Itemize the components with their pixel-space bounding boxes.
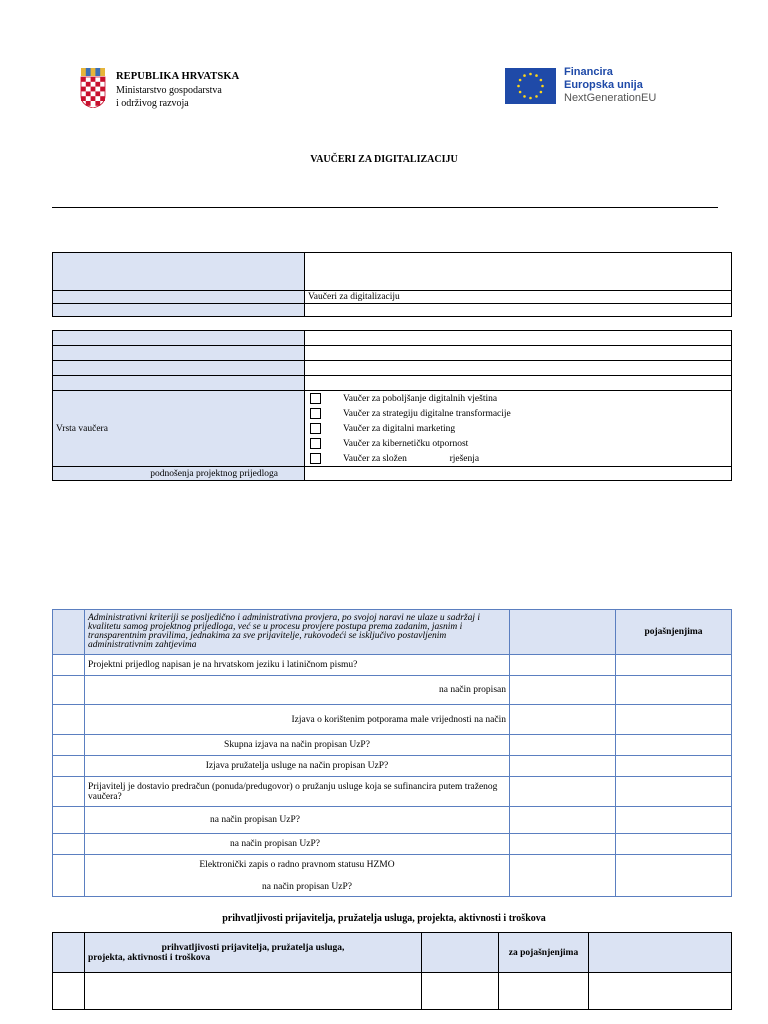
answer-cell[interactable]	[510, 855, 616, 897]
clarification-header: za pojašnjenjima	[499, 933, 589, 973]
croatian-coat-of-arms-icon	[79, 68, 107, 108]
answer-cell[interactable]	[510, 676, 616, 705]
value-cell[interactable]	[305, 467, 732, 481]
criterion-text: Prijavitelj je dostavio predračun (ponuda/predugovor) o pružanju usluge koja se sufinancira putem traženog vaučera?	[85, 777, 510, 807]
answer-cell[interactable]	[510, 834, 616, 855]
criterion-line: na način propisan UzP?	[262, 881, 352, 892]
eligibility-header-line: projekta, aktivnosti i troškova	[88, 952, 211, 963]
criterion-line: Elektronički zapis o radno pravnom statusu HZMO	[199, 859, 395, 870]
project-info-table	[52, 252, 732, 317]
value-cell[interactable]	[305, 331, 732, 346]
note-cell[interactable]	[616, 807, 732, 834]
answer-cell[interactable]	[422, 973, 499, 1010]
answer-cell[interactable]	[510, 655, 616, 676]
eu-union-label: Europska unija	[564, 79, 643, 91]
note-cell[interactable]	[616, 756, 732, 777]
criterion-cell[interactable]	[85, 973, 422, 1010]
number-cell	[53, 756, 85, 777]
voucher-type-options	[305, 391, 732, 467]
header-cell	[53, 933, 85, 973]
label-cell	[53, 346, 305, 361]
header-cell	[53, 610, 85, 655]
criterion-text	[85, 855, 510, 897]
label-cell	[53, 291, 305, 304]
eu-flag-icon	[505, 68, 556, 104]
note-cell[interactable]	[499, 973, 589, 1010]
voucher-option[interactable]	[308, 391, 728, 406]
voucher-option-label: Vaučer za kibernetičku otpornost	[343, 438, 469, 449]
note-cell[interactable]	[616, 855, 732, 897]
number-cell	[53, 735, 85, 756]
note-cell[interactable]	[616, 655, 732, 676]
number-cell	[53, 807, 85, 834]
org-title: REPUBLIKA HRVATSKA	[116, 71, 240, 82]
org-line-ministry: Ministarstvo gospodarstva	[116, 85, 222, 96]
number-cell	[53, 705, 85, 735]
note-cell[interactable]	[616, 735, 732, 756]
answer-cell[interactable]	[510, 735, 616, 756]
eligibility-header-line: prihvatljivosti prijavitelja, pružatelja usluga,	[161, 942, 345, 953]
voucher-type-label: Vrsta vaučera	[53, 391, 305, 467]
eu-financed-label: Financira	[564, 66, 613, 78]
checkbox-icon[interactable]	[310, 438, 321, 449]
applicant-info-table	[52, 330, 732, 481]
criterion-text: na način propisan UzP?	[85, 834, 510, 855]
value-cell[interactable]	[305, 361, 732, 376]
note-cell[interactable]	[616, 834, 732, 855]
label-cell	[53, 376, 305, 391]
section-title: prihvatljivosti prijavitelja, pružatelja usluga, projekta, aktivnosti i troškova	[222, 913, 546, 924]
criterion-text: na način propisan	[85, 676, 510, 705]
eligibility-table	[52, 932, 732, 1010]
value-cell[interactable]	[305, 253, 732, 291]
title-divider	[52, 207, 718, 208]
checkbox-icon[interactable]	[310, 408, 321, 419]
admin-criteria-table	[52, 609, 732, 897]
document-title: VAUČERI ZA DIGITALIZACIJU	[310, 154, 458, 165]
note-cell[interactable]	[616, 705, 732, 735]
value-cell[interactable]	[305, 376, 732, 391]
number-cell	[53, 777, 85, 807]
header-cell	[589, 933, 732, 973]
eligibility-header	[85, 933, 422, 973]
submission-label: podnošenja projektnog prijedloga	[53, 467, 305, 481]
org-line-ministry-2: i održivog razvoja	[116, 98, 189, 109]
voucher-option-label: Vaučer za poboljšanje digitalnih vještina	[343, 393, 498, 404]
value-cell[interactable]	[305, 304, 732, 317]
voucher-option-label: Vaučer za složen rješenja	[343, 453, 480, 464]
criterion-text: na način propisan UzP?	[85, 807, 510, 834]
criterion-text: Skupna izjava na način propisan UzP?	[85, 735, 510, 756]
voucher-option[interactable]	[308, 421, 728, 436]
criterion-text: Izjava pružatelja usluge na način propisan UzP?	[85, 756, 510, 777]
header-cell	[510, 610, 616, 655]
checkbox-icon[interactable]	[310, 393, 321, 404]
answer-cell[interactable]	[510, 756, 616, 777]
number-cell	[53, 855, 85, 897]
checkbox-icon[interactable]	[310, 453, 321, 464]
program-name-cell: Vaučeri za digitalizaciju	[305, 291, 732, 304]
note-cell[interactable]	[616, 777, 732, 807]
clarification-header: pojašnjenjima	[616, 610, 732, 655]
number-cell	[53, 655, 85, 676]
label-cell	[53, 361, 305, 376]
label-cell	[53, 253, 305, 291]
criterion-text: Projektni prijedlog napisan je na hrvatskom jeziku i latiničnom pismu?	[85, 655, 510, 676]
value-cell[interactable]	[305, 346, 732, 361]
number-cell	[53, 973, 85, 1010]
answer-cell[interactable]	[510, 807, 616, 834]
label-cell	[53, 304, 305, 317]
eu-nextgen-label: NextGenerationEU	[564, 92, 657, 104]
header-cell	[422, 933, 499, 973]
label-cell	[53, 331, 305, 346]
number-cell	[53, 834, 85, 855]
checkbox-icon[interactable]	[310, 423, 321, 434]
answer-cell[interactable]	[510, 777, 616, 807]
voucher-option[interactable]	[308, 451, 728, 466]
note-cell[interactable]	[616, 676, 732, 705]
number-cell	[53, 676, 85, 705]
criteria-intro: Administrativni kriteriji se posljedično i administrativna provjera, po svojoj naravi ne ulaze u sadržaj i kvalitetu samog projektnog prijedloga, već se u procesu provjere postupa prema zadanim, jasnim i transparentnim pravilima, jednakima za sve prijavitelje, rukovodeći se isključivo postavljenim administrativnim zahtjevima	[85, 610, 510, 655]
voucher-option[interactable]	[308, 436, 728, 451]
note-cell[interactable]	[589, 973, 732, 1010]
voucher-option[interactable]	[308, 406, 728, 421]
answer-cell[interactable]	[510, 705, 616, 735]
voucher-option-label: Vaučer za strategiju digitalne transformacije	[343, 408, 511, 419]
criterion-text: Izjava o korištenim potporama male vrijednosti na način	[85, 705, 510, 735]
voucher-option-label: Vaučer za digitalni marketing	[343, 423, 456, 434]
